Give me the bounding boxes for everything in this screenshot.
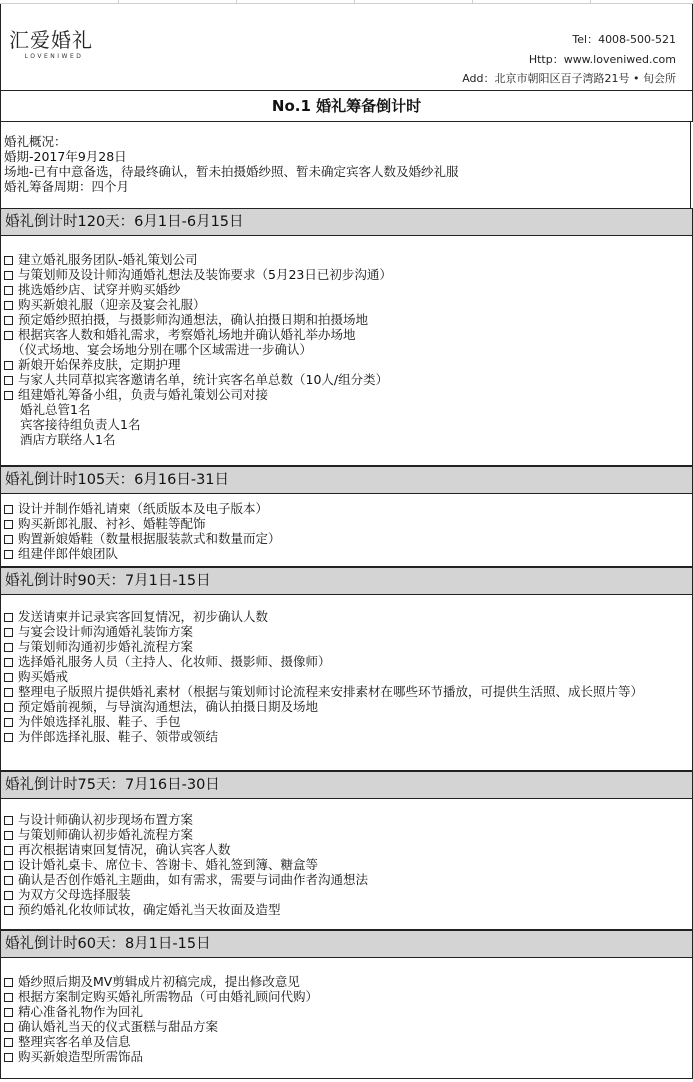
checkbox-icon[interactable] [4, 891, 13, 900]
checkbox-icon[interactable] [4, 1008, 13, 1017]
checkbox-icon[interactable] [4, 703, 13, 712]
task-item [4, 624, 692, 639]
task-item [4, 297, 692, 312]
task-item [4, 842, 692, 857]
checkbox-icon[interactable] [4, 733, 13, 742]
task-item [4, 546, 692, 561]
task-list [1, 958, 692, 1064]
checkbox-icon[interactable] [4, 391, 13, 400]
task-item [4, 327, 692, 342]
checkbox-icon[interactable] [4, 658, 13, 667]
task-item [4, 372, 692, 387]
contact-info [462, 30, 676, 89]
checkbox-icon[interactable] [4, 520, 13, 529]
checkbox-icon[interactable] [4, 505, 13, 514]
task-item [4, 1034, 692, 1049]
checkbox-icon[interactable] [4, 301, 13, 310]
section-title: 婚礼倒计时90天：7月1日-15日 [1, 567, 692, 595]
team-role: 婚礼总管1名 [20, 402, 91, 417]
task-item [4, 714, 692, 729]
checkbox-icon[interactable] [4, 673, 13, 682]
task-text: 购买新郎礼服、衬衫、婚鞋等配饰 [18, 516, 206, 531]
overview-date: 婚期-2017年9月28日 [4, 149, 127, 164]
task-item [4, 887, 692, 902]
task-item [4, 669, 692, 684]
team-role: 酒店方联络人1名 [20, 432, 116, 447]
task-text: 与策划师确认初步婚礼流程方案 [18, 827, 194, 842]
task-text: 为双方父母选择服装 [18, 887, 131, 902]
section-105-days [0, 466, 693, 567]
task-note: （仪式场地、宴会场地分别在哪个区域需进一步确认） [12, 342, 313, 357]
checkbox-icon[interactable] [4, 993, 13, 1002]
task-item [4, 387, 692, 402]
checkbox-icon[interactable] [4, 1038, 13, 1047]
checkbox-icon[interactable] [4, 271, 13, 280]
task-item [4, 1004, 692, 1019]
task-text: 购买婚戒 [18, 669, 69, 684]
task-item [4, 699, 692, 714]
task-item [4, 501, 692, 516]
logo [9, 28, 99, 60]
task-item [4, 729, 692, 744]
overview-period: 婚礼筹备周期：四个月 [4, 179, 130, 194]
checkbox-icon[interactable] [4, 688, 13, 697]
task-item [4, 639, 692, 654]
checkbox-icon[interactable] [4, 643, 13, 652]
task-text: 设计婚礼桌卡、席位卡、答谢卡、婚礼签到簿、糖盒等 [18, 857, 319, 872]
task-text: 确认是否创作婚礼主题曲，如有需求，需要与词曲作者沟通想法 [18, 872, 369, 887]
task-item [4, 812, 692, 827]
section-60-days [0, 930, 693, 1079]
task-item [4, 974, 692, 989]
task-item [4, 312, 692, 327]
task-text: 预定婚纱照拍摄，与摄影师沟通想法，确认拍摄日期和拍摄场地 [18, 312, 369, 327]
task-item [4, 609, 692, 624]
section-90-days [0, 567, 693, 771]
section-75-days [0, 771, 693, 930]
contact-website: Http：www.loveniwed.com [528, 52, 676, 66]
checkbox-icon[interactable] [4, 978, 13, 987]
checkbox-icon[interactable] [4, 256, 13, 265]
section-120-days [0, 208, 693, 466]
checkbox-icon[interactable] [4, 846, 13, 855]
checkbox-icon[interactable] [4, 906, 13, 915]
task-text: 整理电子版照片提供婚礼素材（根据与策划师讨论流程来安排素材在哪些环节播放，可提供生活照、成长照片等） [18, 684, 644, 699]
checkbox-icon[interactable] [4, 628, 13, 637]
task-text: 根据宾客人数和婚礼需求，考察婚礼场地并确认婚礼举办场地 [18, 327, 356, 342]
wedding-overview [0, 121, 691, 208]
overview-heading: 婚礼概况： [4, 134, 67, 149]
task-item [4, 531, 692, 546]
checkbox-icon[interactable] [4, 1023, 13, 1032]
section-title: 婚礼倒计时60天：8月1日-15日 [1, 930, 692, 958]
checkbox-icon[interactable] [4, 831, 13, 840]
task-text: 确认婚礼当天的仪式蛋糕与甜品方案 [18, 1019, 219, 1034]
checkbox-icon[interactable] [4, 376, 13, 385]
task-list [1, 494, 692, 561]
task-text: 选择婚礼服务人员（主持人、化妆师、摄影师、摄像师） [18, 654, 331, 669]
checkbox-icon[interactable] [4, 535, 13, 544]
task-text: 为伴娘选择礼服、鞋子、手包 [18, 714, 181, 729]
checkbox-icon[interactable] [4, 361, 13, 370]
checkbox-icon[interactable] [4, 816, 13, 825]
checkbox-icon[interactable] [4, 613, 13, 622]
contact-address: Add：北京市朝阳区百子湾路21号 • 旬会所 [462, 72, 676, 85]
task-text: 组建婚礼筹备小组，负责与婚礼策划公司对接 [18, 387, 269, 402]
task-text: 挑选婚纱店、试穿并购买婚纱 [18, 282, 181, 297]
task-text: 与宴会设计师沟通婚礼装饰方案 [18, 624, 194, 639]
task-text: 整理宾客名单及信息 [18, 1034, 131, 1049]
task-list [1, 236, 692, 447]
task-text: 新娘开始保养皮肤，定期护理 [18, 357, 181, 372]
checkbox-icon[interactable] [4, 1053, 13, 1062]
contact-tel: Tel：4008-500-521 [572, 33, 676, 46]
task-text: 与策划师沟通初步婚礼流程方案 [18, 639, 194, 654]
task-list [1, 799, 692, 917]
task-text: 精心准备礼物作为回礼 [18, 1004, 144, 1019]
task-text: 为伴郎选择礼服、鞋子、领带或领结 [18, 729, 219, 744]
checkbox-icon[interactable] [4, 718, 13, 727]
task-item [4, 252, 692, 267]
task-item [4, 989, 692, 1004]
task-item [4, 516, 692, 531]
logo-chinese: 汇爱婚礼 [9, 28, 93, 52]
task-text: 预约婚礼化妆师试妆，确定婚礼当天妆面及造型 [18, 902, 281, 917]
task-text: 根据方案制定购买婚礼所需物品（可由婚礼顾问代购） [18, 989, 319, 1004]
checkbox-icon[interactable] [4, 861, 13, 870]
task-text: 组建伴郎伴娘团队 [18, 546, 119, 561]
section-title: 婚礼倒计时120天：6月1日-6月15日 [1, 208, 692, 236]
task-text: 与设计师确认初步现场布置方案 [18, 812, 194, 827]
task-text: 购置新娘婚鞋（数量根据服装款式和数量而定） [18, 531, 281, 546]
section-title: 婚礼倒计时75天：7月16日-30日 [1, 771, 692, 799]
checkbox-icon[interactable] [4, 331, 13, 340]
page-title: No.1 婚礼筹备倒计时 [0, 90, 693, 122]
team-role: 宾客接待组负责人1名 [20, 417, 141, 432]
task-text: 再次根据请柬回复情况，确认宾客人数 [18, 842, 231, 857]
task-item [4, 1019, 692, 1034]
section-title: 婚礼倒计时105天：6月16日-31日 [1, 466, 692, 494]
task-item [4, 282, 692, 297]
task-text: 建立婚礼服务团队-婚礼策划公司 [18, 252, 198, 267]
task-item [4, 684, 692, 699]
task-text: 与策划师及设计师沟通婚礼想法及装饰要求（5月23日已初步沟通） [18, 267, 392, 282]
task-text: 购买新娘礼服（迎亲及宴会礼服） [18, 297, 206, 312]
logo-english: LOVENIWED [24, 53, 84, 60]
task-text: 购买新娘造型所需饰品 [18, 1049, 144, 1064]
task-item [4, 872, 692, 887]
task-item [4, 267, 692, 282]
task-text: 婚纱照后期及MV剪辑成片初稿完成，提出修改意见 [18, 974, 300, 989]
letterhead [0, 4, 693, 90]
task-item [4, 1049, 692, 1064]
task-text: 发送请柬并记录宾客回复情况，初步确认人数 [18, 609, 269, 624]
task-item [4, 857, 692, 872]
checkbox-icon[interactable] [4, 316, 13, 325]
overview-venue: 场地-已有中意备选，待最终确认，暂未拍摄婚纱照、暂未确定宾客人数及婚纱礼服 [4, 164, 459, 179]
task-item [4, 827, 692, 842]
checkbox-icon[interactable] [4, 286, 13, 295]
checkbox-icon[interactable] [4, 550, 13, 559]
task-item [4, 654, 692, 669]
task-item [4, 902, 692, 917]
task-item [4, 357, 692, 372]
task-text: 预定婚前视频，与导演沟通想法，确认拍摄日期及场地 [18, 699, 319, 714]
task-text: 与家人共同草拟宾客邀请名单，统计宾客名单总数（10人/组分类） [18, 372, 389, 387]
task-list [1, 595, 692, 744]
task-text: 设计并制作婚礼请柬（纸质版本及电子版本） [18, 501, 269, 516]
checkbox-icon[interactable] [4, 876, 13, 885]
